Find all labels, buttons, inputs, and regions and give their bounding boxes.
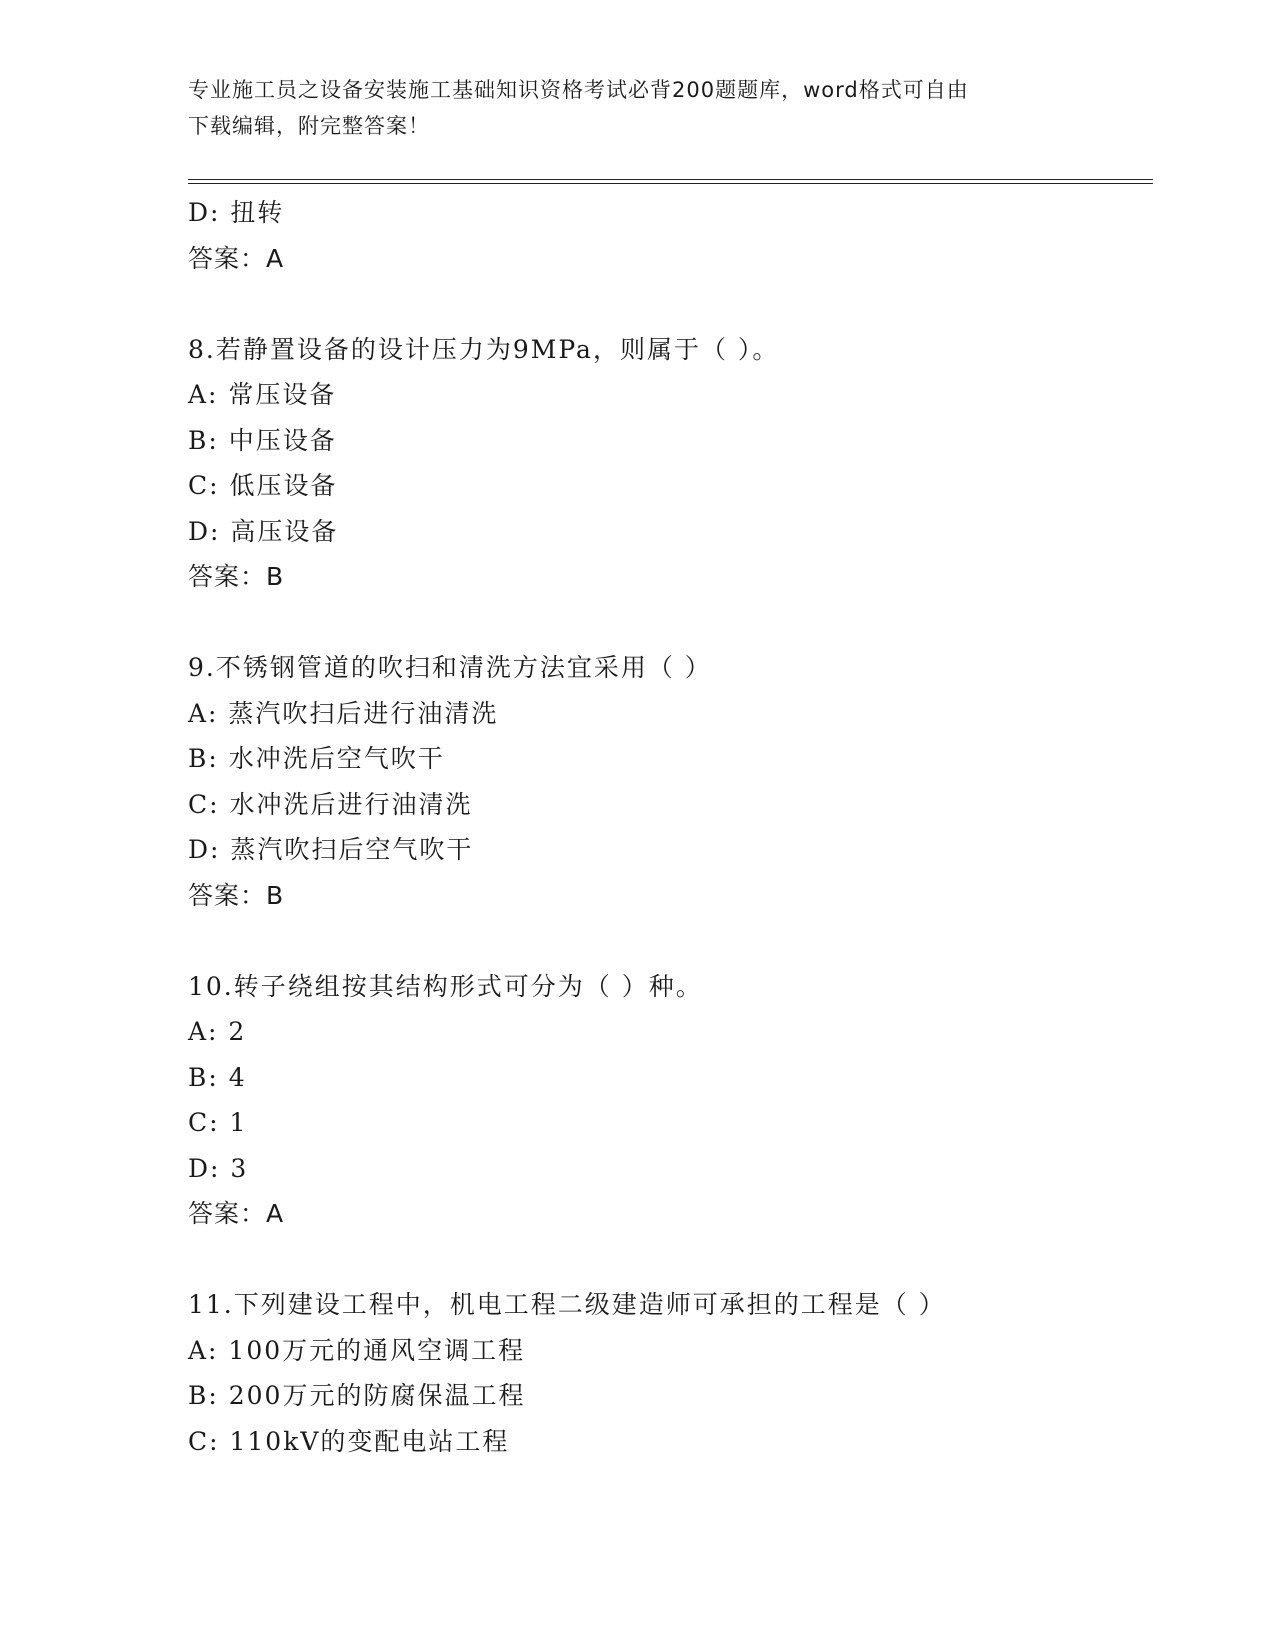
question-9 [188, 645, 1153, 918]
document-header [188, 72, 1088, 144]
option-c: C: 110kV的变配电站工程 [188, 1426, 510, 1456]
question-stem: 10.转子绕组按其结构形式可分为（ ）种。 [188, 971, 703, 1001]
question-stem: 11.下列建设工程中，机电工程二级建造师可承担的工程是（ ） [188, 1290, 946, 1319]
spacer [188, 600, 1153, 646]
option-b: B: 水冲洗后空气吹干 [188, 744, 445, 773]
option-a: A: 常压设备 [188, 380, 337, 409]
question-10 [188, 964, 1153, 1237]
option-c: C: 低压设备 [188, 471, 338, 500]
option-c: C: 1 [188, 1108, 248, 1137]
answer-line: 答案：B [188, 562, 285, 591]
header-divider-bottom [188, 183, 1153, 184]
spacer [188, 1237, 1153, 1283]
option-d: D: 3 [188, 1153, 249, 1183]
option-d: D: 高压设备 [188, 516, 339, 546]
question-8 [188, 327, 1153, 600]
question-stem: 8.若静置设备的设计压力为9MPa，则属于（ ）。 [188, 334, 780, 364]
option-a: A: 2 [188, 1017, 247, 1046]
question-11 [188, 1282, 1153, 1464]
spacer [188, 281, 1153, 327]
question-stem: 9.不锈钢管道的吹扫和清洗方法宜采用（ ） [188, 653, 712, 682]
question-7-tail [188, 190, 1153, 281]
question-list [188, 190, 1153, 1464]
option-b: B: 4 [188, 1062, 247, 1092]
spacer [188, 918, 1153, 964]
option-b: B: 200万元的防腐保温工程 [188, 1381, 526, 1410]
answer-line: 答案：A [188, 1199, 285, 1228]
option-d: D: 蒸汽吹扫后空气吹干 [188, 835, 474, 864]
header-title-line-2: 下载编辑，附完整答案！ [188, 114, 430, 138]
answer-line: 答案：A [188, 243, 285, 273]
header-title-line-1: 专业施工员之设备安装施工基础知识资格考试必背200题题库，word格式可自由 [188, 78, 969, 102]
option-a: A: 蒸汽吹扫后进行油清洗 [188, 698, 499, 728]
answer-line: 答案：B [188, 880, 285, 910]
option-c: C: 水冲洗后进行油清洗 [188, 789, 473, 819]
option-d: D: 扭转 [188, 198, 285, 227]
header-divider-top [188, 179, 1153, 180]
option-b: B: 中压设备 [188, 425, 337, 455]
option-a: A: 100万元的通风空调工程 [188, 1335, 526, 1365]
